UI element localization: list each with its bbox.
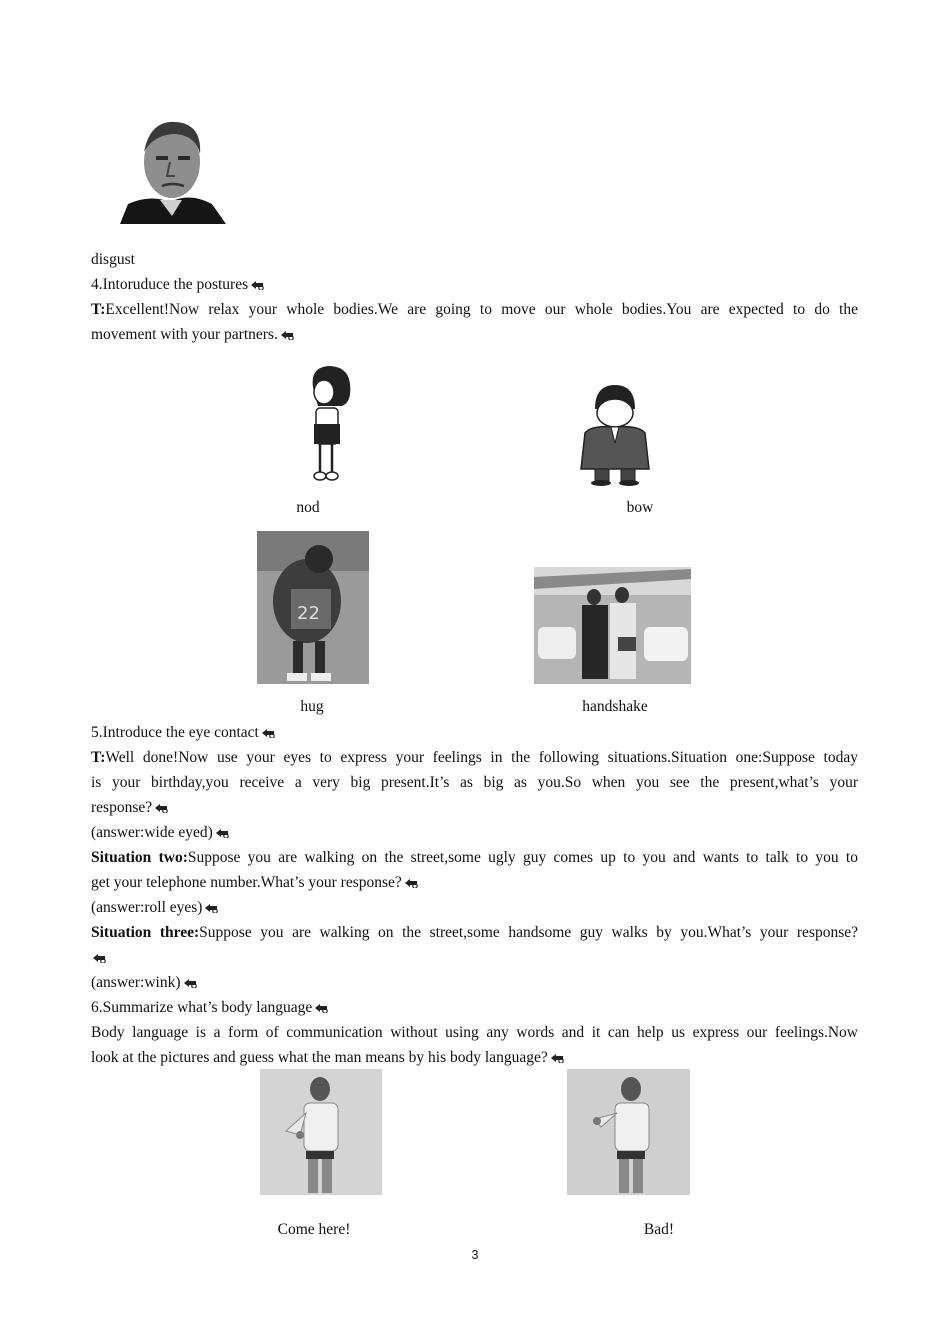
return-mark-icon bbox=[549, 1051, 567, 1063]
section6-body-line1: Body language is a form of communication without using any words and it can help us express our feelings.Now bbox=[91, 1024, 858, 1041]
answer-wink: (answer:wink) bbox=[91, 970, 858, 995]
bad-caption: Bad! bbox=[643, 1221, 675, 1238]
svg-text:22: 22 bbox=[297, 603, 320, 624]
situation-three-mark bbox=[91, 945, 858, 970]
page-number: 3 bbox=[471, 1248, 479, 1262]
section6-body-line2: look at the pictures and guess what the man means by his body language? bbox=[91, 1045, 858, 1070]
bad-gesture-photo bbox=[567, 1069, 690, 1195]
handshake-caption: handshake bbox=[582, 698, 648, 715]
answer-wide-eyed: (answer:wide eyed) bbox=[91, 820, 858, 845]
section4-teacher-line2: movement with your partners. bbox=[91, 322, 858, 347]
section5-heading: 5.Introduce the eye contact bbox=[91, 720, 858, 745]
return-mark-icon bbox=[182, 976, 200, 988]
return-mark-icon bbox=[153, 801, 171, 813]
section4-heading: 4.Intoruduce the postures bbox=[91, 272, 858, 297]
return-mark-icon bbox=[214, 826, 232, 838]
come-here-caption: Come here! bbox=[277, 1221, 351, 1238]
situation-two-line1: Situation two:Suppose you are walking on the street,some ugly guy comes up to you and wants to talk to you to bbox=[91, 849, 858, 866]
answer-roll-eyes: (answer:roll eyes) bbox=[91, 895, 858, 920]
return-mark-icon bbox=[403, 876, 421, 888]
section4-teacher-line1: T:Excellent!Now relax your whole bodies.We are going to move our whole bodies.You are expected to do the bbox=[91, 301, 858, 318]
section5-teacher-line3: response? bbox=[91, 795, 858, 820]
hug-caption: hug bbox=[300, 698, 324, 715]
disgust-caption: disgust bbox=[91, 251, 135, 268]
return-mark-icon bbox=[260, 726, 278, 738]
return-mark-icon bbox=[249, 278, 267, 290]
hug-photo bbox=[257, 531, 369, 684]
situation-three-line1: Situation three:Suppose you are walking on the street,some handsome guy walks by you.What’s your response? bbox=[91, 924, 858, 941]
section5-teacher-line1: T:Well done!Now use your eyes to express your feelings in the following situations.Situation one:Suppose today bbox=[91, 749, 858, 766]
situation-two-line2: get your telephone number.What’s your response? bbox=[91, 870, 858, 895]
bow-caption: bow bbox=[626, 499, 654, 516]
return-mark-icon bbox=[203, 901, 221, 913]
section6-heading: 6.Summarize what’s body language bbox=[91, 995, 858, 1020]
handshake-photo bbox=[534, 567, 691, 684]
return-mark-icon bbox=[279, 328, 297, 340]
return-mark-icon bbox=[91, 951, 109, 963]
section5-teacher-line2: is your birthday,you receive a very big present.It’s as big as you.So when you see the present,what’s your bbox=[91, 774, 858, 791]
bow-man-illustration bbox=[577, 383, 653, 487]
return-mark-icon bbox=[313, 1001, 331, 1013]
disgust-face-photo bbox=[120, 112, 230, 224]
come-here-gesture-photo bbox=[260, 1069, 382, 1195]
nod-girl-illustration bbox=[300, 362, 355, 486]
nod-caption: nod bbox=[296, 499, 320, 516]
